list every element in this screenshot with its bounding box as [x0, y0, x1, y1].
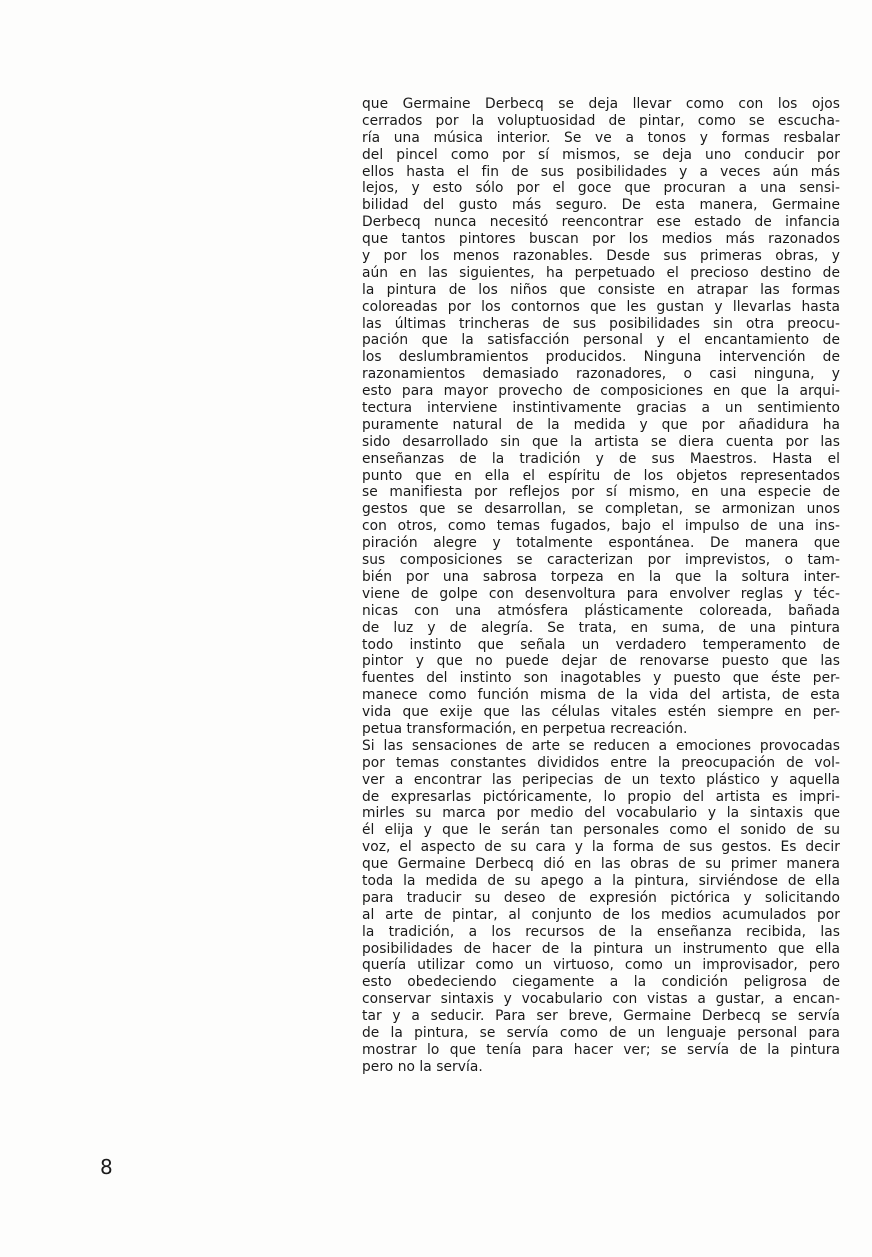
text-line: cerrados por la voluptuosidad de pintar, como se escucha- [362, 112, 840, 129]
text-line: aún en las siguientes, ha perpetuado el precioso destino de [362, 264, 840, 281]
body-text [362, 96, 840, 1076]
text-line: Derbecq nunca necesitó reencontrar ese estado de infancia [362, 214, 840, 231]
text-line: y por los menos razonables. Desde sus primeras obras, y [362, 248, 840, 265]
text-line: ría una música interior. Se ve a tonos y formas resbalar [362, 129, 840, 146]
text-line: ellos hasta el fin de sus posibilidades y a veces aún más [362, 163, 840, 180]
text-line: toda la medida de su apego a la pintura, sirviéndose de ella [362, 872, 840, 889]
text-line: que tantos pintores buscan por los medios más razonados [362, 231, 840, 248]
text-line: fuentes del instinto son inagotables y puesto que éste per- [362, 670, 840, 687]
text-line: pero no la servía. [362, 1058, 483, 1075]
text-line: puramente natural de la medida y que por añadidura ha [362, 416, 840, 433]
text-line: quería utilizar como un virtuoso, como un improvisador, pero [362, 957, 840, 974]
text-line: enseñanzas de la tradición y de sus Maestros. Hasta el [362, 450, 840, 467]
text-line: gestos que se desarrollan, se completan, se armonizan unos [362, 501, 840, 518]
text-line: mostrar lo que tenía para hacer ver; se servía de la pintura [362, 1041, 840, 1058]
text-line: por temas constantes divididos entre la preocupación de vol- [362, 754, 840, 771]
text-line: al arte de pintar, al conjunto de los medios acumulados por [362, 906, 840, 923]
text-line: nicas con una atmósfera plásticamente coloreada, bañada [362, 602, 840, 619]
text-line: voz, el aspecto de su cara y la forma de sus gestos. Es decir [362, 839, 840, 856]
text-line: todo instinto que señala un verdadero temperamento de [362, 636, 840, 653]
text-line: pintor y que no puede dejar de renovarse puesto que las [362, 653, 840, 670]
text-line: viene de golpe con desenvoltura para envolver reglas y téc- [362, 585, 840, 602]
text-line: tectura interviene instintivamente gracias a un sentimiento [362, 400, 840, 417]
text-line: de luz y de alegría. Se trata, en suma, de una pintura [362, 619, 840, 636]
text-line: que Germaine Derbecq dió en las obras de su primer manera [362, 856, 840, 873]
page-number: 8 [100, 1155, 113, 1179]
text-line: del pincel como por sí mismos, se deja uno conducir por [362, 146, 840, 163]
text-line: ver a encontrar las peripecias de un texto plástico y aquella [362, 771, 840, 788]
text-line: para traducir su deseo de expresión pictórica y solicitando [362, 889, 840, 906]
text-line: la pintura de los niños que consiste en atrapar las formas [362, 281, 840, 298]
paragraph [362, 738, 840, 1076]
text-line: las últimas trincheras de sus posibilidades sin otra preocu- [362, 315, 840, 332]
text-line: se manifiesta por reflejos por sí mismo, en una especie de [362, 484, 840, 501]
text-line: pación que la satisfacción personal y el encantamiento de [362, 332, 840, 349]
text-line: razonamientos demasiado razonadores, o casi ninguna, y [362, 366, 840, 383]
text-line: que Germaine Derbecq se deja llevar como con los ojos [362, 96, 840, 112]
paragraph [362, 96, 840, 738]
text-line: bilidad del gusto más seguro. De esta manera, Germaine [362, 197, 840, 214]
text-line: vida que exije que las células vitales estén siempre en per- [362, 704, 840, 721]
text-line: con otros, como temas fugados, bajo el impulso de una ins- [362, 518, 840, 535]
text-line: tar y a seducir. Para ser breve, Germaine Derbecq se servía [362, 1008, 840, 1025]
text-line: petua transformación, en perpetua recreación. [362, 720, 688, 737]
text-line: punto que en ella el espíritu de los objetos representados [362, 467, 840, 484]
text-line: bién por una sabrosa torpeza en la que la soltura inter- [362, 568, 840, 585]
text-line: él elija y que le serán tan personales como el sonido de su [362, 822, 840, 839]
text-line: de expresarlas pictóricamente, lo propio del artista es impri- [362, 788, 840, 805]
text-line: coloreadas por los contornos que les gustan y llevarlas hasta [362, 298, 840, 315]
text-line: mirles su marca por medio del vocabulario y la sintaxis que [362, 805, 840, 822]
text-line: manece como función misma de la vida del artista, de esta [362, 687, 840, 704]
text-line: esto para mayor provecho de composiciones en que la arqui- [362, 383, 840, 400]
text-line: los deslumbramientos producidos. Ninguna intervención de [362, 349, 840, 366]
text-line: piración alegre y totalmente espontánea. De manera que [362, 535, 840, 552]
text-line: esto obedeciendo ciegamente a la condición peligrosa de [362, 974, 840, 991]
text-line: de la pintura, se servía como de un lenguaje personal para [362, 1024, 840, 1041]
text-line: lejos, y esto sólo por el goce que procuran a una sensi- [362, 180, 840, 197]
text-line: posibilidades de hacer de la pintura un instrumento que ella [362, 940, 840, 957]
text-line: la tradición, a los recursos de la enseñanza recibida, las [362, 923, 840, 940]
text-line: Si las sensaciones de arte se reducen a emociones provocadas [362, 737, 840, 754]
text-line: conservar sintaxis y vocabulario con vistas a gustar, a encan- [362, 991, 840, 1008]
text-line: sus composiciones se caracterizan por imprevistos, o tam- [362, 552, 840, 569]
text-line: sido desarrollado sin que la artista se diera cuenta por las [362, 433, 840, 450]
